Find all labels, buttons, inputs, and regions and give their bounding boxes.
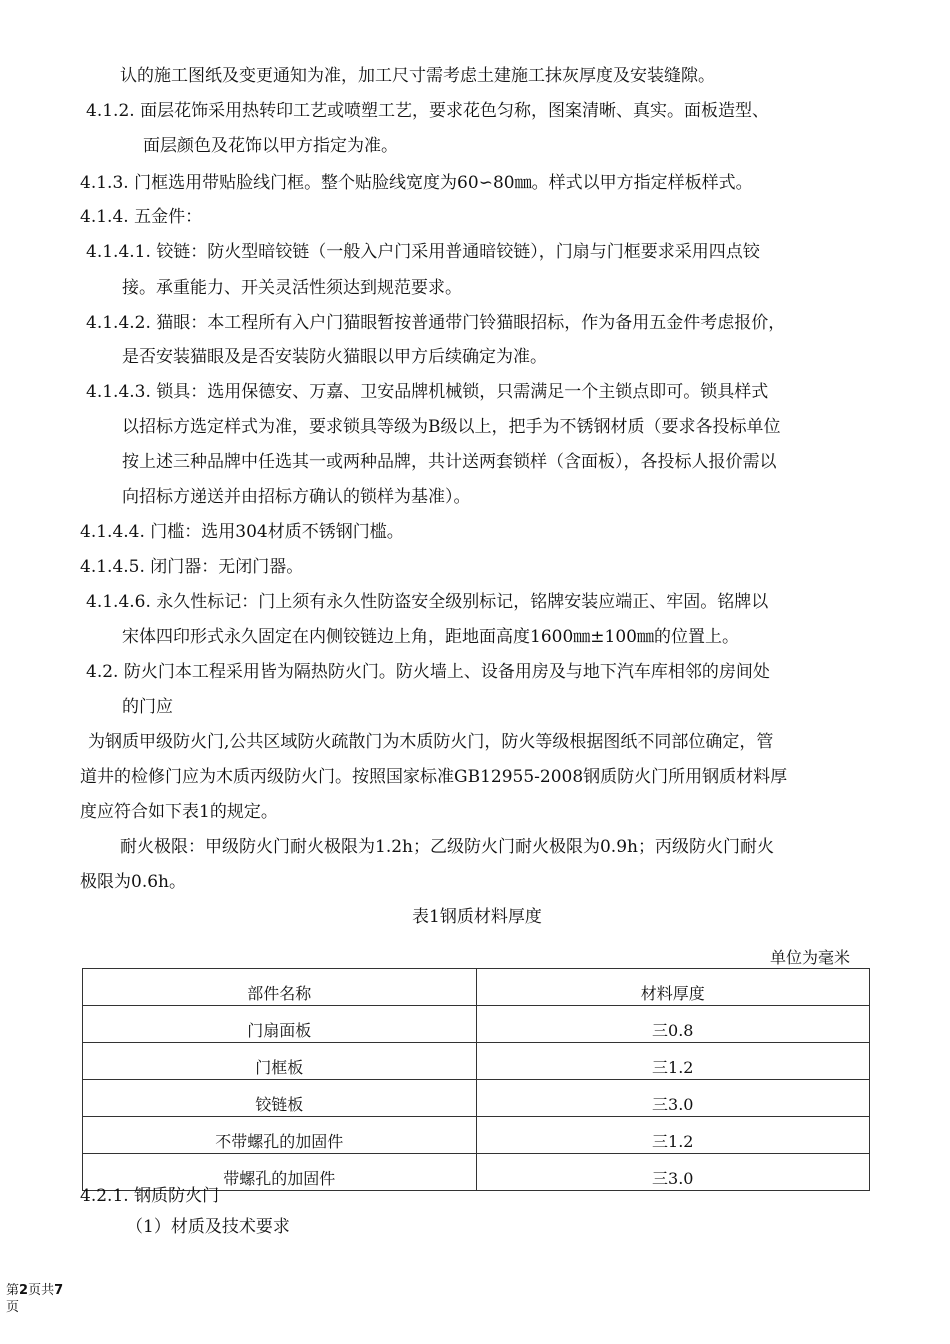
page-footer: [6, 1282, 63, 1316]
paragraph-line: 的门应: [122, 697, 173, 717]
paragraph-line: 4.1.3. 门框选用带贴脸线门框。整个贴脸线宽度为60∽80㎜。样式以甲方指定样板样式。: [80, 173, 753, 193]
table-header-cell: 材料厚度: [476, 969, 870, 1006]
table-row: [83, 1080, 870, 1117]
paragraph-line: 按上述三种品牌中任选其一或两种品牌，共计送两套锁样（含面板），各投标人报价需以: [122, 452, 777, 472]
paragraph-line: 4.1.4.3. 锁具：选用保德安、万嘉、卫安品牌机械锁，只需满足一个主锁点即可。锁具样式: [86, 382, 769, 402]
paragraph-line: 耐火极限：甲级防火门耐火极限为1.2h；乙级防火门耐火极限为0.9h；丙级防火门耐火: [120, 837, 774, 857]
footer-prefix: 第: [6, 1283, 20, 1298]
paragraph-line: 4.1.4.6. 永久性标记：门上须有永久性防盗安全级别标记，铭牌安装应端正、牢固。铭牌以: [86, 592, 769, 612]
table-caption: 表1钢质材料厚度: [412, 907, 542, 927]
table-cell-thickness: 三0.8: [476, 1006, 870, 1043]
section-heading: 4.2.1. 钢质防火门: [80, 1186, 220, 1206]
paragraph-line: 是否安装猫眼及是否安装防火猫眼以甲方后续确定为准。: [122, 347, 547, 367]
table-row: [83, 1117, 870, 1154]
paragraph-line: 为钢质甲级防火门,公共区域防火疏散门为木质防火门，防火等级根据图纸不同部位确定，管: [88, 732, 774, 752]
paragraph-line: 4.1.4.5. 闭门器：无闭门器。: [80, 557, 304, 577]
table-header-cell: 部件名称: [83, 969, 477, 1006]
paragraph-line: 道井的检修门应为木质丙级防火门。按照国家标准GB12955-2008钢质防火门所用钢质材料厚: [80, 767, 788, 787]
footer-mid: 页共: [28, 1283, 55, 1298]
table-cell-part: 铰链板: [83, 1080, 477, 1117]
table-row: [83, 1006, 870, 1043]
table-cell-part: 带螺孔的加固件: [83, 1154, 477, 1191]
paragraph-line: 4.2. 防火门本工程采用皆为隔热防火门。防火墙上、设备用房及与地下汽车库相邻的房间处: [86, 662, 770, 682]
paragraph-line: 4.1.4. 五金件：: [80, 207, 203, 227]
paragraph-line: 4.1.4.4. 门槛：选用304材质不锈钢门槛。: [80, 522, 404, 542]
paragraph-line: 宋体四印形式永久固定在内侧铰链边上角，距地面高度1600㎜±100㎜的位置上。: [122, 627, 739, 647]
paragraph-line: 4.1.4.1. 铰链：防火型暗铰链（一般入户门采用普通暗铰链），门扇与门框要求采用四点铰: [86, 242, 760, 262]
paragraph-line: 以招标方选定样式为准，要求锁具等级为B级以上，把手为不锈钢材质（要求各投标单位: [122, 417, 781, 437]
footer-suffix: 页: [6, 1300, 20, 1315]
paragraph-line: 4.1.2. 面层花饰采用热转印工艺或喷塑工艺，要求花色匀称，图案清晰、真实。面板造型、: [86, 101, 770, 121]
table-cell-thickness: 三1.2: [476, 1043, 870, 1080]
table-cell-thickness: 三3.0: [476, 1154, 870, 1191]
table-cell-thickness: 三1.2: [476, 1117, 870, 1154]
paragraph-line: 向招标方递送并由招标方确认的锁样为基准）。: [122, 487, 471, 507]
paragraph-line: 极限为0.6h。: [80, 872, 186, 892]
footer-page-number: 2: [19, 1283, 29, 1298]
material-thickness-table: [82, 968, 870, 1191]
table-cell-thickness: 三3.0: [476, 1080, 870, 1117]
paragraph-line: 认的施工图纸及变更通知为准，加工尺寸需考虑土建施工抹灰厚度及安装缝隙。: [120, 66, 715, 86]
table-cell-part: 不带螺孔的加固件: [83, 1117, 477, 1154]
footer-total-pages: 7: [54, 1283, 64, 1298]
table-cell-part: 门扇面板: [83, 1006, 477, 1043]
paragraph-line: 度应符合如下表1的规定。: [80, 802, 278, 822]
subsection-heading: （1）材质及技术要求: [126, 1217, 290, 1237]
table-cell-part: 门框板: [83, 1043, 477, 1080]
paragraph-line: 接。承重能力、开关灵活性须达到规范要求。: [122, 278, 462, 298]
table-header-row: [83, 969, 870, 1006]
paragraph-line: 面层颜色及花饰以甲方指定为准。: [143, 136, 398, 156]
table-row: [83, 1043, 870, 1080]
paragraph-line: 4.1.4.2. 猫眼：本工程所有入户门猫眼暂按普通带门铃猫眼招标，作为备用五金件考虑报价，: [86, 313, 786, 333]
table-unit-note: 单位为毫米: [770, 948, 851, 967]
